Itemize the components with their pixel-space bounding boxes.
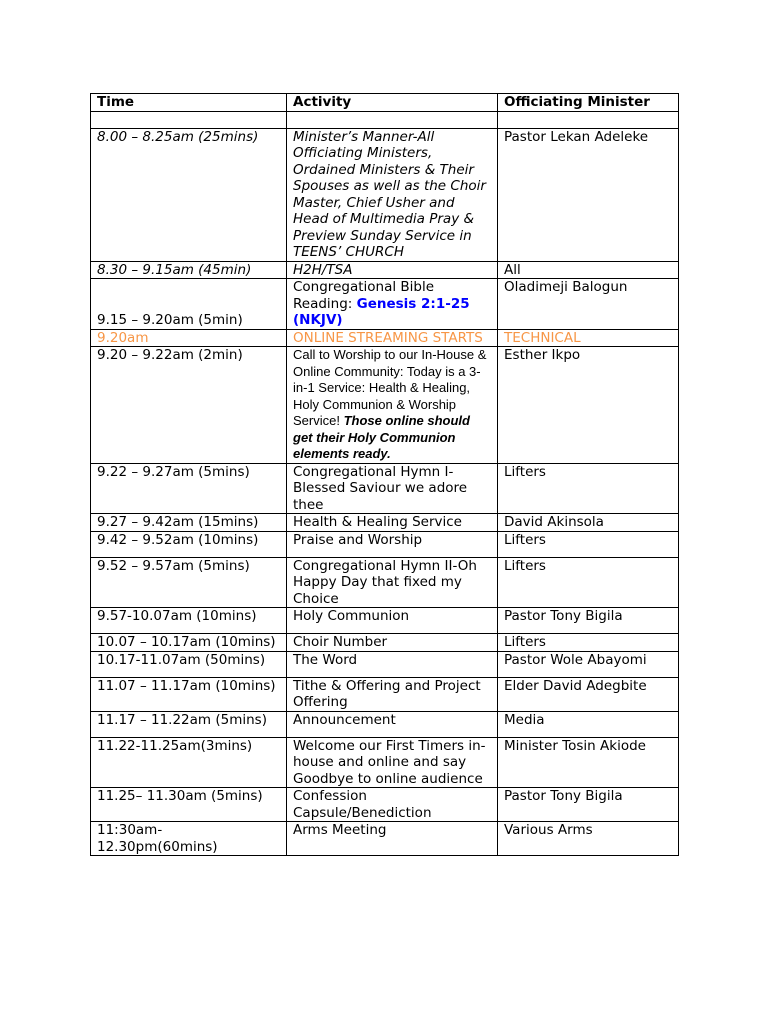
table-row xyxy=(91,737,679,788)
activity-cell xyxy=(287,347,498,464)
time-cell: 9.27 – 9.42am (15mins) xyxy=(91,514,287,532)
table-row xyxy=(91,711,679,737)
scripture-reference: Genesis 2:1-25 (NKJV) xyxy=(293,295,470,328)
time-cell: 11.07 – 11.17am (10mins) xyxy=(91,677,287,711)
activity-cell: Congregational Hymn I- Blessed Saviour we adore thee xyxy=(287,463,498,514)
minister-cell: All xyxy=(498,261,679,279)
activity-cell: Congregational Hymn II-Oh Happy Day that fixed my Choice xyxy=(287,557,498,608)
table-row xyxy=(91,347,679,464)
time-cell: 9.52 – 9.57am (5mins) xyxy=(91,557,287,608)
minister-cell: David Akinsola xyxy=(498,514,679,532)
table-row xyxy=(91,463,679,514)
table-row xyxy=(91,329,679,347)
time-cell: 11.25– 11.30am (5mins) xyxy=(91,788,287,822)
minister-cell: Oladimeji Balogun xyxy=(498,279,679,330)
time-cell: 10.07 – 10.17am (10mins) xyxy=(91,634,287,652)
activity-cell: Announcement xyxy=(287,711,498,737)
activity-cell: H2H/TSA xyxy=(287,261,498,279)
minister-cell: Lifters xyxy=(498,634,679,652)
time-cell: 11:30am- 12.30pm(60mins) xyxy=(91,822,287,856)
minister-cell: Pastor Lekan Adeleke xyxy=(498,128,679,261)
activity-cell: ONLINE STREAMING STARTS xyxy=(287,329,498,347)
activity-cell: The Word xyxy=(287,651,498,677)
table-row xyxy=(91,651,679,677)
minister-cell: Various Arms xyxy=(498,822,679,856)
time-cell: 9.42 – 9.52am (10mins) xyxy=(91,531,287,557)
header-row xyxy=(91,94,679,112)
minister-cell: TECHNICAL xyxy=(498,329,679,347)
activity-note: Those online should get their Holy Communion elements ready. xyxy=(293,413,470,461)
activity-cell: Praise and Worship xyxy=(287,531,498,557)
time-cell: 11.17 – 11.22am (5mins) xyxy=(91,711,287,737)
activity-cell xyxy=(287,279,498,330)
table-row xyxy=(91,128,679,261)
time-cell: 9.20am xyxy=(91,329,287,347)
table-row xyxy=(91,608,679,634)
table-row xyxy=(91,531,679,557)
table-row xyxy=(91,514,679,532)
header-minister: Officiating Minister xyxy=(498,94,679,112)
time-cell: 9.57-10.07am (10mins) xyxy=(91,608,287,634)
table-row xyxy=(91,261,679,279)
minister-cell: Pastor Tony Bigila xyxy=(498,608,679,634)
table-row xyxy=(91,634,679,652)
time-cell: 8.00 – 8.25am (25mins) xyxy=(91,128,287,261)
service-schedule-table xyxy=(90,93,679,856)
time-cell: 9.22 – 9.27am (5mins) xyxy=(91,463,287,514)
time-cell: 8.30 – 9.15am (45min) xyxy=(91,261,287,279)
time-cell: 10.17-11.07am (50mins) xyxy=(91,651,287,677)
activity-cell: Arms Meeting xyxy=(287,822,498,856)
minister-cell: Pastor Tony Bigila xyxy=(498,788,679,822)
minister-cell: Esther Ikpo xyxy=(498,347,679,464)
table-row xyxy=(91,822,679,856)
activity-cell: Health & Healing Service xyxy=(287,514,498,532)
activity-cell: Minister’s Manner-All Officiating Ministers, Ordained Ministers & Their Spouses as well as the Choir Master, Chief Usher and Head of Multimedia Pray & Preview Sunday Service in TEENS’ CHURCH xyxy=(287,128,498,261)
activity-text: Call to Worship to our In-House & Online Community: Today is a 3-in-1 Service: Health & Healing, Holy Communion & Worship Service! xyxy=(293,347,487,428)
activity-cell: Holy Communion xyxy=(287,608,498,634)
header-time: Time xyxy=(91,94,287,112)
minister-cell: Pastor Wole Abayomi xyxy=(498,651,679,677)
minister-cell: Lifters xyxy=(498,557,679,608)
header-activity: Activity xyxy=(287,94,498,112)
table-row xyxy=(91,788,679,822)
activity-text: Congregational Bible Reading: xyxy=(293,279,435,312)
minister-cell: Minister Tosin Akiode xyxy=(498,737,679,788)
time-cell: 9.20 – 9.22am (2min) xyxy=(91,347,287,464)
activity-cell: Confession Capsule/Benediction xyxy=(287,788,498,822)
activity-cell: Choir Number xyxy=(287,634,498,652)
minister-cell: Lifters xyxy=(498,463,679,514)
table-row xyxy=(91,557,679,608)
activity-cell: Welcome our First Timers in-house and online and say Goodbye to online audience xyxy=(287,737,498,788)
activity-cell: Tithe & Offering and Project Offering xyxy=(287,677,498,711)
time-cell: 11.22-11.25am(3mins) xyxy=(91,737,287,788)
minister-cell: Elder David Adegbite xyxy=(498,677,679,711)
time-cell: 9.15 – 9.20am (5min) xyxy=(91,279,287,330)
minister-cell: Lifters xyxy=(498,531,679,557)
table-row xyxy=(91,677,679,711)
minister-cell: Media xyxy=(498,711,679,737)
table-row xyxy=(91,279,679,330)
spacer-row xyxy=(91,111,679,128)
